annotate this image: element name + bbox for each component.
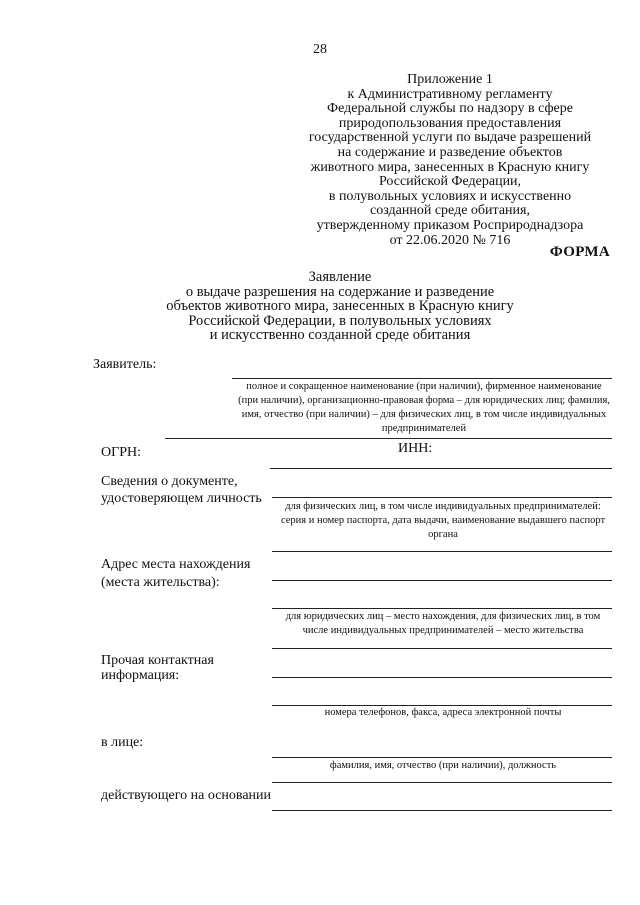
title-line: объектов животного мира, занесенных в Красную книгу	[166, 298, 514, 315]
representative-fill-line[interactable]	[272, 757, 612, 758]
representative-hint: фамилия, имя, отчество (при наличии), должность	[329, 760, 557, 771]
applicant-hint: полное и сокращенное наименование (при наличии), фирменное наименование (при наличии), организационно-правовая форма – для юридических лиц; фамилия, имя, отчество (при наличии) – для физических лиц, в том числе индивидуальных предпринимателей	[238, 381, 610, 434]
contacts-fill-line-2[interactable]	[272, 677, 612, 678]
inn-label: ИНН:	[398, 441, 433, 456]
address-label: Адрес места нахождения	[101, 557, 251, 572]
basis-label: действующего на основании	[101, 788, 272, 803]
title-line: Заявление	[308, 269, 372, 285]
identity-document-hint: для физических лиц, в том числе индивидуальных предпринимателей: серия и номер паспорта, дата выдачи, наименование выдавшего паспорт органа	[280, 501, 606, 540]
appendix-line: Российской Федерации,	[378, 174, 522, 190]
appendix-line: Федеральной службы по надзору в сфере	[327, 101, 573, 117]
page-number: 28	[313, 42, 327, 57]
identity-document-fill-line-2[interactable]	[272, 551, 612, 552]
address-hint: для юридических лиц – место нахождения, для физических лиц, в том числе индивидуальных предпринимателей – место жительства	[285, 611, 601, 636]
contacts-label: Прочая контактная	[101, 653, 214, 668]
ogrn-inn-fill-line[interactable]	[270, 468, 612, 469]
ogrn-label: ОГРН:	[101, 445, 141, 460]
appendix-line: на содержание и разведение объектов	[337, 144, 563, 160]
address-fill-line-2[interactable]	[272, 608, 612, 609]
appendix-line: созданной среде обитания,	[370, 203, 530, 219]
appendix-line: к Административному регламенту	[347, 86, 553, 102]
contacts-label-2: информация:	[101, 668, 180, 683]
representative-label: в лице:	[101, 735, 144, 750]
applicant-fill-line[interactable]	[232, 378, 612, 379]
identity-document-fill-line[interactable]	[272, 497, 612, 498]
form-marker: ФОРМА	[549, 244, 610, 260]
address-fill-line[interactable]	[272, 580, 612, 581]
appendix-line: утвержденному приказом Росприроднадзора	[316, 217, 584, 233]
appendix-line: в полувольных условиях и искусственно	[328, 188, 572, 204]
appendix-line: животного мира, занесенных в Красную книгу	[310, 159, 590, 175]
document-title	[120, 270, 560, 343]
identity-document-label-2: удостоверяющем личность	[101, 491, 262, 506]
appendix-line: государственной услуги по выдаче разрешений	[308, 130, 592, 146]
applicant-label: Заявитель:	[93, 357, 157, 372]
contacts-fill-line[interactable]	[272, 648, 612, 649]
title-line: о выдаче разрешения на содержание и разведение	[185, 283, 495, 300]
appendix-line: Приложение 1	[407, 72, 493, 87]
appendix-line: от 22.06.2020 № 716	[389, 232, 511, 248]
basis-fill-line[interactable]	[272, 810, 612, 811]
address-label-2: (места жительства):	[101, 575, 220, 590]
contacts-hint: номера телефонов, факса, адреса электронной почты	[324, 707, 562, 718]
applicant-fill-line-2[interactable]	[165, 438, 612, 439]
identity-document-label: Сведения о документе,	[101, 474, 238, 489]
appendix-block	[280, 73, 620, 248]
title-line: Российской Федерации, в полувольных условиях	[188, 312, 492, 329]
appendix-line: природопользования предоставления	[338, 115, 562, 131]
representative-fill-line-2[interactable]	[272, 782, 612, 783]
title-line: и искусственно созданной среде обитания	[209, 327, 471, 344]
